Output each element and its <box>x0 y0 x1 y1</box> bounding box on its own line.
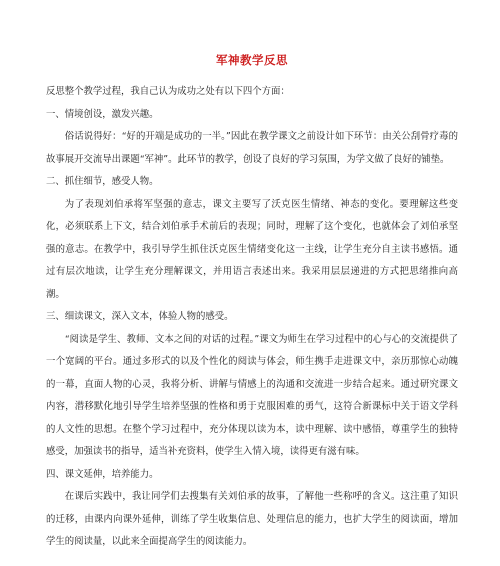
section-heading-4: 四、课文延伸，培养能力。 <box>46 468 159 480</box>
section-heading-2: 二、抓住细节，感受人物。 <box>46 176 159 187</box>
document-title: 军神教学反思 <box>216 53 288 67</box>
section-body-1: 俗话说得好：“好的开端是成功的一半。”因此在教学课文之前设计如下环节：由关公刮骨疗毒的故事展开交流导出课题“军神”。此环节的教学，创设了良好的学习氛围，为学文做了良好的铺垫。 <box>46 131 458 165</box>
section-heading-3: 三、细读课文，深入文本，体验人物的感受。 <box>46 311 234 322</box>
section-body-4: 在课后实践中，我让同学们去搜集有关刘伯承的故事，了解他一些称呼的含义。这注重了知识的迁移，由课内向课外延伸，训练了学生收集信息、处理信息的能力，也扩大学生的阅读面，增加学生的阅读量，以此来全面提高学生的阅读能力。 <box>46 491 458 547</box>
section-heading-1: 一、情境创设，激发兴趣。 <box>46 108 159 120</box>
intro-paragraph: 反思整个教学过程，我自己认为成功之处有以下四个方面： <box>46 86 290 97</box>
section-body-2: 为了表现刘伯承将军坚强的意志，课文主要写了沃克医生情绪、神态的变化。要理解这些变化，必须联系上下文，结合刘伯承手术前后的表现；同时，理解了这个变化，也就体会了刘伯承坚强的意志。在教学中，我引导学生抓住沃克医生情绪变化这一主线，让学生充分自主读书感悟。通过有层次地读，让学生充分理解课文，并用语言表述出来。我采用层层递进的方式把思绪推向高潮。 <box>46 198 458 300</box>
section-body-3: “阅读是学生、教师、文本之间的对话的过程。”课文为师生在学习过程中的心与心的交流提供了一个宽阔的平台。通过多形式的以及个性化的阅读与体会，师生携手走进课文中，亲历那惊心动魄的一幕，直面人物的心灵，我将分析、讲解与情感上的沟通和交流进一步结合起来。通过研究课文内容，潜移默化地引导学生培养坚强的性格和勇于克服困难的勇气，这符合新课标中关于语文学科的人文性的思想。在整个学习过程中，充分体现以读为本，读中理解、读中感悟，尊重学生的独特感受，加强读书的指导，适当补充资料，使学生入情入境，读得更有滋有味。 <box>46 333 458 457</box>
